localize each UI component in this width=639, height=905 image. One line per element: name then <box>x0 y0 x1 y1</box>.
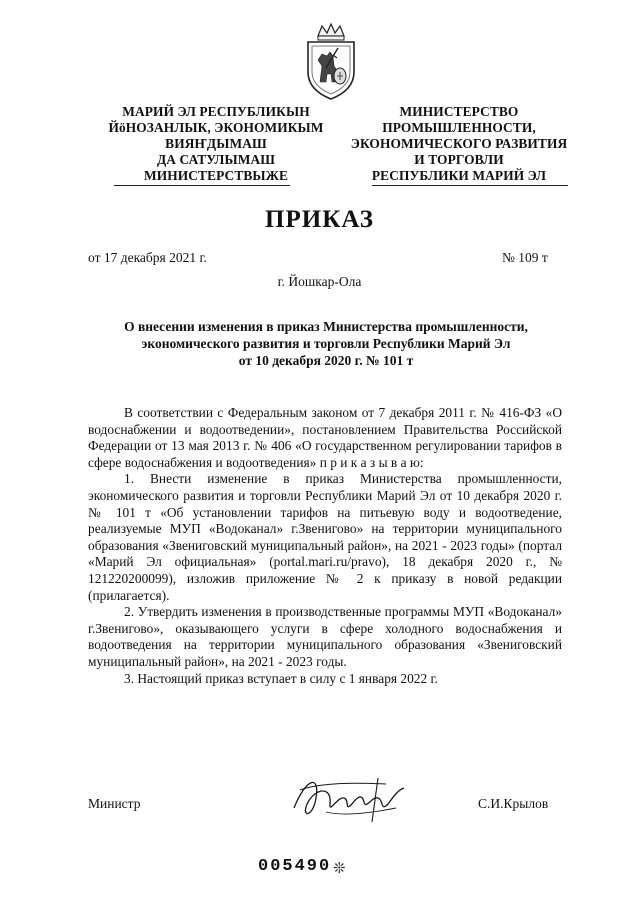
ministry-name-mari: МАРИЙ ЭЛ РЕСПУБЛИКЫН ЙӧНОЗАНЛЫК, ЭКОНОМИКЫМ ВИЯҤДЫМАШ ДА САТУЛЫМАШ МИНИСТЕРСТВЫЖЕ <box>108 104 324 183</box>
signatory-name: С.И.Крылов <box>478 796 549 811</box>
item-3-paragraph: 3. Настоящий приказ вступает в силу с 1 января 2022 г. <box>124 670 438 686</box>
document-date: от 17 декабря 2021 г. <box>88 250 207 265</box>
serial-ornament-icon: ❊ <box>333 861 346 877</box>
document-body <box>88 405 562 687</box>
preamble-paragraph: В соответствии с Федеральным законом от 7 декабря 2011 г. № 416-ФЗ «О водоснабжении и водоотведении», постановлением Правительства Российской Федерации от 13 мая 2013 г. № 406 «О государственном регулировании тарифов в сфере водоснабжения и водоотведения» п р и к а з ы в а ю: <box>88 405 562 470</box>
document-subject: О внесении изменения в приказ Министерства промышленности, экономического развития и торговли Республики Марий Эл от 10 декабря 2020 г. № 101 т <box>124 319 528 368</box>
serial-number: 005490 <box>258 857 332 876</box>
item-2-paragraph: 2. Утвердить изменения в производственные программы МУП «Водоканал» г.Звенигово», оказывающего услуги в сфере холодного водоснабжения и водоотведения на территории муниципального образования «Звениговский муниципальный район», на 2021 - 2023 годы. <box>88 604 562 669</box>
handwritten-signature <box>286 768 416 828</box>
header-rule-left <box>114 185 290 186</box>
header-rule-right <box>372 185 568 186</box>
ministry-name-russian: МИНИСТЕРСТВО ПРОМЫШЛЕННОСТИ, ЭКОНОМИЧЕСКОГО РАЗВИТИЯ И ТОРГОВЛИ РЕСПУБЛИКИ МАРИЙ ЭЛ <box>350 104 568 183</box>
item-1-paragraph: 1. Внести изменение в приказ Министерства промышленности, экономического развития и торговли Республики Марий Эл от 10 декабря 2020 г. № 101 т «Об установлении тарифов на питьевую воду и водоотведение, реализуемые МУП «Водоканал» г.Звенигово» на территории муниципального образования «Звениговский муниципальный район», на 2021 - 2023 годы» (портал «Марий Эл официальная» (portal.mari.ru/pravo), 18 декабря 2020 г., № 121220200099), изложив приложение № 2 к приказу в новой редакции (прилагается). <box>88 471 562 603</box>
coat-of-arms-emblem <box>300 22 362 102</box>
document-type-title: ПРИКАЗ <box>265 206 374 233</box>
document-number: № 109 т <box>502 250 548 265</box>
document-city: г. Йошкар-Ола <box>277 274 362 289</box>
signatory-role: Министр <box>88 796 141 811</box>
